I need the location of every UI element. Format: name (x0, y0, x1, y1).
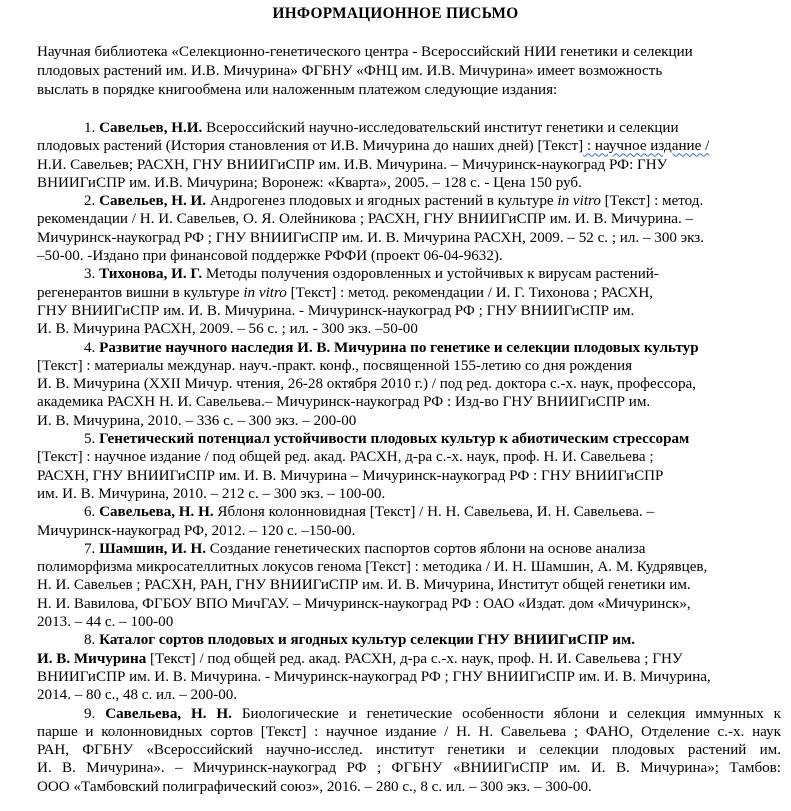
entry-line: 2013. – 44 с. – 100-00 (37, 614, 174, 631)
entry-number: 1. (84, 120, 96, 136)
entry-line: И. В. Мичурина». – Мичуринск-наукоград РФ ; ФГБНУ «ВНИИГиСПР им. И. В. Мичурина»; Тамбов: (37, 760, 781, 777)
entry-author: Шамшин, И. Н. (99, 540, 206, 557)
entry-author: Тихонова, И. Г. (99, 266, 203, 283)
entry-title: Каталог сортов плодовых и ягодных культур селекции ГНУ ВНИИГиСПР им. (99, 632, 636, 649)
entry-line (37, 119, 781, 137)
list-item (37, 540, 781, 631)
entry-number: 3. (84, 266, 96, 283)
entry-line: им. И. В. Мичурина, 2010. – 212 с. – 300 экз. – 100-00. (37, 485, 386, 502)
entry-title: Развитие научного наследия И. В. Мичурина по генетике и селекции плодовых культур (99, 339, 699, 356)
entry-text: Биологические и генетические особенности яблони и селекция иммунных к (231, 705, 781, 722)
entry-line (37, 540, 781, 558)
list-item (37, 192, 781, 265)
entry-line: Н.И. Савельев; РАСХН, ГНУ ВНИИГиСПР им. И.В. Мичурина. – Мичуринск-наукоград РФ: ГНУ (37, 156, 668, 173)
list-item (37, 631, 781, 704)
entry-text: Андрогенез плодовых и ягодных растений в культуре (206, 193, 558, 210)
publication-list (37, 119, 781, 796)
entry-line (37, 284, 781, 302)
entry-number: 8. (84, 632, 96, 649)
list-item (37, 339, 781, 430)
entry-number: 5. (84, 431, 96, 448)
entry-line (37, 631, 781, 649)
entry-italic-text: in vitro (557, 193, 601, 210)
entry-line: РАСХН, ГНУ ВНИИГиСПР им. И. В. Мичурина – Мичуринск-наукоград РФ : ГНУ ВНИИГиСПР (37, 467, 664, 484)
entry-line (37, 503, 781, 521)
entry-text: Методы получения оздоровленных и устойчивых к вирусам растений- (202, 266, 659, 283)
entry-line (37, 265, 781, 283)
entry-line: ГНУ ВНИИГиСПР им. И. В. Мичурина. - Мичуринск-наукоград РФ ; ГНУ ВНИИГиСПР им. (37, 302, 635, 319)
intro-paragraph (37, 43, 781, 99)
entry-number: 7. (84, 540, 96, 557)
entry-line (37, 192, 781, 210)
entry-text: Яблоня колонновидная [Текст] / Н. Н. Савельева, И. Н. Савельева. – (213, 504, 655, 521)
entry-number: 2. (84, 193, 96, 210)
entry-text: [Текст] : метод. рекомендации / И. Г. Тихонова ; РАСХН, (286, 284, 654, 301)
list-item (37, 265, 781, 338)
entry-number: 6. (84, 504, 96, 521)
entry-line: Н. И. Вавилова, ФГБОУ ВПО МичГАУ. – Мичуринск-наукоград РФ : ОАО «Издат. дом «Мичуринск», (37, 595, 691, 612)
entry-line: академика РАСХН Н. И. Савельева.– Мичуринск-наукоград РФ : Изд-во ГНУ ВНИИГиСПР им. (37, 394, 651, 411)
entry-line: Мичуринск-наукоград РФ, 2012. – 120 с. –150-00. (37, 522, 356, 539)
intro-text-line: выслать в порядке книгообмена или наложенным платежом следующие издания: (37, 81, 558, 98)
entry-text: : научное издание / (583, 138, 710, 155)
entry-line: [Текст] : научное издание / под общей ред. акад. РАСХН, д-ра с.-х. наук, проф. Н. И. Савельева ; (37, 449, 654, 466)
entry-author: Савельева, Н. Н. (99, 504, 214, 521)
list-item (37, 503, 781, 540)
entry-line: РАН, ФГБНУ «Всероссийский научно-исслед. институт генетики и селекции плодовых растений им. (37, 742, 781, 759)
list-item (37, 705, 781, 796)
entry-line: ООО «Тамбовский полиграфический союз», 2016. – 280 с., 8 с. ил. – 300 экз. – 300-00. (37, 778, 592, 795)
entry-text: Создание генетических паспортов сортов яблони на основе анализа (206, 540, 646, 557)
entry-line: –50-00. -Издано при финансовой поддержке РФФИ (проект 06-04-9632). (37, 248, 503, 265)
list-item (37, 430, 781, 503)
entry-line: полиморфизма микросателлитных локусов генома [Текст] : методика / И. Н. Шамшин, А. М. Кудрявцев, (37, 559, 708, 576)
entry-line: Мичуринск-наукоград РФ ; ГНУ ВНИИГиСПР им. И. В. Мичурина РАСХН, 2009. – 52 с. ; ил. – 300 экз. (37, 229, 705, 246)
list-item (37, 119, 781, 192)
page-title: ИНФОРМАЦИОННОЕ ПИСЬМО (272, 5, 519, 22)
intro-text-line: плодовых растений им. И.В. Мичурина» ФГБНУ «ФНЦ им. И.В. Мичурина» имеет возможность (37, 62, 663, 79)
entry-line: 2014. – 80 с., 48 с. ил. – 200-00. (37, 687, 238, 704)
entry-text: [Текст] : метод. (600, 193, 704, 210)
entry-line: [Текст] : материалы междунар. науч.-практ. конф., посвященной 155-летию со дня рождения (37, 357, 633, 374)
entry-text: Всероссийский научно-исследовательский институт генетики и селекции (202, 120, 679, 136)
entry-line: И. В. Мичурина РАСХН, 2009. – 56 с. ; ил. - 300 экз. –50-00 (37, 321, 418, 338)
entry-text: [Текст] / под общей ред. акад. РАСХН, д-ра с.-х. наук, проф. Н. И. Савельева ; ГНУ (146, 650, 683, 667)
entry-title: И. В. Мичурина (37, 650, 147, 667)
entry-line (37, 430, 781, 448)
entry-author: Савельев, Н.И. (99, 120, 203, 136)
entry-italic-text: in vitro (243, 284, 287, 301)
entry-line: парше и колонновидных сортов [Текст] : научное издание / Н. Н. Савельева ; ФАНО, Отделение с.-х. наук (37, 723, 781, 740)
entry-text: плодовых растений (История становления от И.В. Мичурина до наших дней) [Текст] (37, 138, 584, 155)
entry-line: И. В. Мичурина, 2010. – 336 с. – 300 экз. – 200-00 (37, 412, 357, 429)
entry-line: ВНИИГиСПР им. И. В. Мичурина. - Мичуринск-наукоград РФ ; ГНУ ВНИИГиСПР им. И. В. Мичурина, (37, 668, 711, 685)
entry-line (37, 339, 781, 357)
entry-number: 9. (84, 705, 96, 722)
intro-text-line: Научная библиотека «Селекционно-генетического центра - Всероссийский НИИ генетики и селекции (37, 44, 693, 60)
entry-line (37, 650, 781, 668)
entry-line: И. В. Мичурина (XXII Мичур. чтения, 26-28 октября 2010 г.) / под ред. доктора с.-х. наук, профессора, (37, 376, 696, 393)
entry-number: 4. (84, 339, 96, 356)
entry-line: ВНИИГиСПР им. И.В. Мичурина; Воронеж: «Кварта», 2005. – 128 с. - Цена 150 руб. (37, 174, 582, 191)
entry-author: Савельева, Н. Н. (105, 705, 232, 722)
entry-line: рекомендации / Н. И. Савельев, О. Я. Олейникова ; РАСХН, ГНУ ВНИИГиСПР им. И. В. Мичурина. – (37, 211, 694, 228)
entry-title: Генетический потенциал устойчивости плодовых культур к абиотическим стрессорам (99, 431, 690, 448)
entry-author: Савельев, Н. И. (99, 193, 207, 210)
entry-line (37, 705, 781, 723)
entry-line (37, 137, 781, 155)
entry-text: регенерантов вишни в культуре (37, 284, 244, 301)
entry-line: Н. И. Савельев ; РАСХН, РАН, ГНУ ВНИИГиСПР им. И. В. Мичурина, Институт общей генетики им. (37, 577, 691, 594)
